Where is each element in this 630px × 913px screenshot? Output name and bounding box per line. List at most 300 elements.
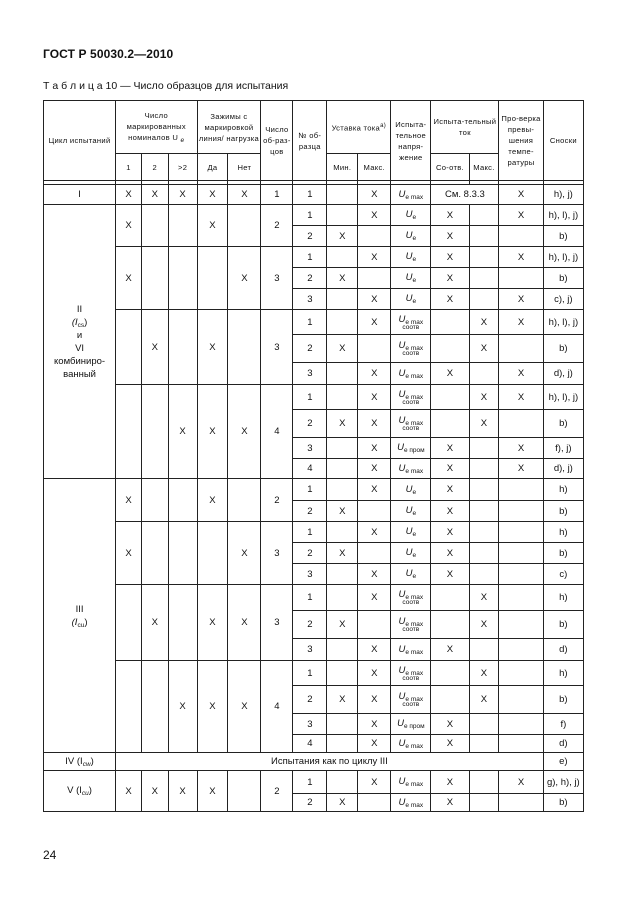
cycle-label: IV $(I_{cw})$ <box>44 753 116 771</box>
table-cell <box>431 310 469 335</box>
table-cell <box>469 522 499 543</box>
table-cell: $U_e$ <box>391 479 431 501</box>
table-cell: b) <box>543 335 583 363</box>
table-cell <box>499 268 543 289</box>
table-cell <box>327 310 358 335</box>
table-cell: X <box>358 247 391 268</box>
table-cell: X <box>431 226 469 247</box>
table-cell: X <box>358 564 391 585</box>
table-cell <box>168 585 197 661</box>
table-cell: X <box>469 585 499 611</box>
table-cell: 3 <box>261 310 293 385</box>
table-cell: X <box>469 661 499 686</box>
table-cell: X <box>327 501 358 522</box>
col-setting-header: Уставка тока$^{а)}$ <box>327 101 391 154</box>
table-cell <box>358 501 391 522</box>
table-cell <box>327 205 358 226</box>
table-cell: X <box>116 771 142 812</box>
table-cell <box>116 585 142 661</box>
table-cell: X <box>327 611 358 639</box>
table-cell: X <box>327 335 358 363</box>
table-cell: 2 <box>261 479 293 522</box>
table-cell <box>116 385 142 479</box>
table-cell <box>197 522 228 585</box>
table-cell: 3 <box>293 438 327 459</box>
table-cell: X <box>431 735 469 753</box>
samples-table <box>43 100 584 812</box>
table-cell: X <box>327 686 358 714</box>
table-cell: $U_e$ <box>391 226 431 247</box>
table-cell: X <box>469 385 499 410</box>
table-cell: X <box>358 661 391 686</box>
table-cell: X <box>431 771 469 794</box>
table-cell: См. 8.3.3 <box>431 185 499 205</box>
table-row <box>44 585 584 611</box>
table-cell: X <box>197 385 228 479</box>
col-current-header: Испыта-тельный ток <box>431 101 499 154</box>
table-cell: $U_{e max}$ соотв <box>391 385 431 410</box>
table-row <box>44 479 584 501</box>
table-cell <box>141 522 168 585</box>
table-cell: X <box>116 205 142 247</box>
table-cell: X <box>431 459 469 479</box>
table-cell: 2 <box>293 686 327 714</box>
table-cell: b) <box>543 686 583 714</box>
table-cell: $U_e$ <box>391 289 431 310</box>
table-cell <box>327 459 358 479</box>
table-cell: X <box>358 205 391 226</box>
table-cell: X <box>358 310 391 335</box>
table-cell <box>431 611 469 639</box>
col-coord: Со-отв. <box>431 154 469 181</box>
table-cell: X <box>358 735 391 753</box>
table-cell: $U_e$ <box>391 543 431 564</box>
table-cell: 1 <box>293 479 327 501</box>
table-cell <box>116 661 142 753</box>
table-cell: b) <box>543 543 583 564</box>
table-cell: X <box>431 501 469 522</box>
table-cell: b) <box>543 226 583 247</box>
table-cell: 1 <box>261 185 293 205</box>
table-cell: X <box>358 410 391 438</box>
col-voltage-header: Испыта-тельное напря-жение <box>391 101 431 181</box>
col-temp-header: Про-верка превы-шения темпе-ратуры <box>499 101 543 181</box>
table-cell <box>141 247 168 310</box>
col-terminals-header: Зажимы с маркировкой линия/ нагрузка <box>197 101 261 154</box>
table-cell: g), h), j) <box>543 771 583 794</box>
table-cell: X <box>116 522 142 585</box>
table-cell: X <box>116 479 142 522</box>
table-cell <box>431 410 469 438</box>
table-cell: X <box>431 564 469 585</box>
table-cell: 3 <box>293 363 327 385</box>
table-cell: X <box>499 185 543 205</box>
table-cell <box>431 335 469 363</box>
col-marked-header: Число маркированных номиналов U e <box>116 101 197 154</box>
table-cell: 1 <box>293 771 327 794</box>
table-cell: 2 <box>261 771 293 812</box>
table-cell: X <box>228 247 261 310</box>
table-cell: X <box>358 385 391 410</box>
table-cell <box>499 611 543 639</box>
table-cell <box>499 522 543 543</box>
table-cell: X <box>228 522 261 585</box>
table-cell: X <box>358 771 391 794</box>
table-cell <box>141 479 168 522</box>
table-cell: X <box>228 385 261 479</box>
table-cell: X <box>499 205 543 226</box>
table-cell <box>469 459 499 479</box>
table-cell: 1 <box>293 185 327 205</box>
table-cell: 2 <box>293 794 327 812</box>
table-cell: X <box>469 335 499 363</box>
table-cell <box>499 735 543 753</box>
table-cell: $U_{e max}$ соотв <box>391 585 431 611</box>
table-cell: $U_{e max}$ соотв <box>391 686 431 714</box>
table-cell <box>469 564 499 585</box>
table-cell: d) <box>543 735 583 753</box>
table-row <box>44 385 584 410</box>
table-cell: X <box>327 543 358 564</box>
table-cell: X <box>197 185 228 205</box>
table-cell: X <box>431 522 469 543</box>
table-cell: X <box>431 247 469 268</box>
table-cell: d) <box>543 639 583 661</box>
table-cell <box>469 501 499 522</box>
table-cell: c) <box>543 564 583 585</box>
table-cell <box>499 335 543 363</box>
table-cell <box>469 479 499 501</box>
table-cell: 4 <box>293 735 327 753</box>
table-cell: X <box>469 310 499 335</box>
table-cell: h) <box>543 661 583 686</box>
table-cell: f), j) <box>543 438 583 459</box>
table-cell: e) <box>543 753 583 771</box>
table-cell: X <box>469 686 499 714</box>
col-num-header: № об-разца <box>293 101 327 181</box>
table-cell <box>327 564 358 585</box>
table-cell: h), j) <box>543 185 583 205</box>
table-cell: X <box>358 714 391 735</box>
table-cell: X <box>431 289 469 310</box>
cycle-label: III $(I_{cu})$ <box>44 479 116 753</box>
table-cell: X <box>197 771 228 812</box>
cycle-iv-text: Испытания как по циклу III <box>116 753 544 771</box>
table-cell: $U_{e max}$ соотв <box>391 611 431 639</box>
table-cell: X <box>358 585 391 611</box>
table-cell: X <box>499 289 543 310</box>
table-cell <box>327 289 358 310</box>
table-cell: $U_{e max}$ соотв <box>391 410 431 438</box>
table-cell: X <box>116 247 142 310</box>
table-cell <box>358 794 391 812</box>
table-cell <box>431 661 469 686</box>
table-cell: X <box>499 459 543 479</box>
table-cell: 2 <box>293 501 327 522</box>
col-max: Макс. <box>358 154 391 181</box>
col-m3: >2 <box>168 154 197 181</box>
table-row <box>44 247 584 268</box>
table-cell <box>358 335 391 363</box>
table-cell: X <box>358 522 391 543</box>
table-cell: X <box>141 310 168 385</box>
table-cell: X <box>197 205 228 247</box>
table-cell: b) <box>543 794 583 812</box>
table-cell: 1 <box>293 585 327 611</box>
table-cell <box>469 771 499 794</box>
table-cell <box>469 794 499 812</box>
table-cell: 2 <box>261 205 293 247</box>
table-cell <box>141 385 168 479</box>
table-cell: 1 <box>293 310 327 335</box>
table-cell: c), j) <box>543 289 583 310</box>
table-cell: X <box>469 611 499 639</box>
table-cell: f) <box>543 714 583 735</box>
table-cell <box>327 522 358 543</box>
table-cell: X <box>228 585 261 661</box>
table-cell <box>141 661 168 753</box>
table-cell: X <box>431 438 469 459</box>
table-cell <box>358 226 391 247</box>
table-cell: $U_{e max}$ <box>391 185 431 205</box>
table-cell: X <box>327 226 358 247</box>
table-cell: $U_{e пром}$ <box>391 438 431 459</box>
table-cell: h), l), j) <box>543 205 583 226</box>
table-cell <box>431 585 469 611</box>
table-cell <box>469 543 499 564</box>
table-cell: X <box>197 661 228 753</box>
document-code: ГОСТ Р 50030.2—2010 <box>43 47 174 61</box>
table-cell: $U_e$ <box>391 564 431 585</box>
table-cell: 3 <box>261 247 293 310</box>
table-cell: X <box>431 205 469 226</box>
table-cell <box>499 794 543 812</box>
table-cell: X <box>116 185 142 205</box>
table-cell: $U_{e max}$ соотв <box>391 310 431 335</box>
table-cell: X <box>431 794 469 812</box>
table-cell <box>327 385 358 410</box>
table-cell: X <box>499 310 543 335</box>
table-cell: $U_{e max}$ соотв <box>391 661 431 686</box>
table-cell <box>469 247 499 268</box>
table-cell <box>116 310 142 385</box>
table-cell: 2 <box>293 268 327 289</box>
header-row-1 <box>44 101 584 154</box>
table-cell: 4 <box>261 661 293 753</box>
table-cell: 2 <box>293 543 327 564</box>
table-cell: 3 <box>293 289 327 310</box>
table-cell <box>228 205 261 247</box>
table-cell: 3 <box>261 585 293 661</box>
table-cell <box>327 585 358 611</box>
table-cell <box>358 611 391 639</box>
table-cell: X <box>228 185 261 205</box>
table-cell: X <box>499 771 543 794</box>
table-cell <box>469 289 499 310</box>
table-cell <box>228 479 261 522</box>
table-cell: X <box>327 794 358 812</box>
table-cell <box>358 268 391 289</box>
table-cell: X <box>358 459 391 479</box>
table-cell <box>499 639 543 661</box>
table-cell: X <box>168 771 197 812</box>
table-cell <box>327 714 358 735</box>
table-cell <box>327 735 358 753</box>
table-cell <box>499 714 543 735</box>
table-cell <box>469 363 499 385</box>
table-cell: X <box>499 385 543 410</box>
table-cell: 1 <box>293 385 327 410</box>
table-cell <box>499 501 543 522</box>
table-cell <box>499 686 543 714</box>
table-cell: 3 <box>293 714 327 735</box>
table-row <box>44 205 584 226</box>
table-cell: X <box>327 410 358 438</box>
table-cell <box>327 639 358 661</box>
table-cell: X <box>358 185 391 205</box>
table-cell: 2 <box>293 335 327 363</box>
table-cell: X <box>431 268 469 289</box>
table-cell: $U_e$ <box>391 268 431 289</box>
table-cell: X <box>499 438 543 459</box>
table-row <box>44 310 584 335</box>
table-cell: X <box>141 185 168 205</box>
col-cycle-header: Цикл испытаний <box>44 101 116 181</box>
table-cell: X <box>141 585 168 661</box>
table-row <box>44 522 584 543</box>
table-cell: X <box>431 714 469 735</box>
table-cell: $U_{e max}$ <box>391 639 431 661</box>
table-cell: X <box>431 479 469 501</box>
table-cell: X <box>168 185 197 205</box>
table-cell: X <box>358 639 391 661</box>
table-cell: X <box>358 363 391 385</box>
table-cell <box>168 205 197 247</box>
table-cell: X <box>168 661 197 753</box>
table-cell: X <box>469 410 499 438</box>
table-cell: 1 <box>293 522 327 543</box>
table-cell <box>327 661 358 686</box>
table-cell <box>168 522 197 585</box>
table-cell <box>499 564 543 585</box>
table-cell <box>469 268 499 289</box>
table-cell: $U_e$ <box>391 522 431 543</box>
table-cell: X <box>228 661 261 753</box>
table-cell: d), j) <box>543 363 583 385</box>
table-cell: X <box>141 771 168 812</box>
cycle-label: II $(I_{cs})$ и VI комбиниро-ванный <box>44 205 116 479</box>
table-cell: X <box>431 543 469 564</box>
table-cell <box>327 185 358 205</box>
table-cell <box>431 385 469 410</box>
table-cell <box>168 247 197 310</box>
table-cell: $U_e$ <box>391 205 431 226</box>
table-cell: 1 <box>293 661 327 686</box>
table-cell: X <box>431 363 469 385</box>
table-cell: X <box>327 268 358 289</box>
table-cell: 2 <box>293 611 327 639</box>
table-cell: h) <box>543 479 583 501</box>
table-cell <box>197 247 228 310</box>
table-row <box>44 753 584 771</box>
table-cell <box>141 205 168 247</box>
col-cmax: Макс. <box>469 154 499 181</box>
table-row <box>44 661 584 686</box>
table-cell: X <box>358 438 391 459</box>
table-cell: $U_{e пром}$ <box>391 714 431 735</box>
table-cell: 4 <box>261 385 293 479</box>
table-cell: h), l), j) <box>543 247 583 268</box>
col-m2: 2 <box>141 154 168 181</box>
table-row <box>44 185 584 205</box>
table-cell: $U_e$ <box>391 501 431 522</box>
table-cell: $U_e$ <box>391 247 431 268</box>
table-cell: 1 <box>293 205 327 226</box>
table-cell: 2 <box>293 410 327 438</box>
table-row <box>44 771 584 794</box>
table-cell: X <box>197 310 228 385</box>
table-cell: $U_{e max}$ соотв <box>391 335 431 363</box>
table-cell <box>469 226 499 247</box>
table-cell: h) <box>543 585 583 611</box>
table-cell <box>469 205 499 226</box>
table-cell <box>327 438 358 459</box>
table-cell <box>469 714 499 735</box>
table-cell: X <box>358 686 391 714</box>
table-cell: X <box>197 585 228 661</box>
cycle-label: I <box>44 185 116 205</box>
table-cell <box>358 543 391 564</box>
table-cell: 4 <box>293 459 327 479</box>
table-cell <box>499 543 543 564</box>
col-count-header: Число об-раз-цов <box>261 101 293 181</box>
table-cell: $U_{e max}$ <box>391 771 431 794</box>
table-cell <box>168 479 197 522</box>
table-cell <box>228 310 261 385</box>
table-cell <box>469 438 499 459</box>
table-cell <box>469 639 499 661</box>
table-cell: 3 <box>293 564 327 585</box>
table-cell <box>327 479 358 501</box>
col-m1: 1 <box>116 154 142 181</box>
table-cell <box>327 771 358 794</box>
table-cell <box>327 247 358 268</box>
table-cell: $U_{e max}$ <box>391 735 431 753</box>
table-cell <box>431 686 469 714</box>
table-cell: 3 <box>293 639 327 661</box>
col-t-yes: Да <box>197 154 228 181</box>
table-cell: $U_{e max}$ <box>391 363 431 385</box>
table-cell: b) <box>543 410 583 438</box>
table-cell: 1 <box>293 247 327 268</box>
table-cell: X <box>431 639 469 661</box>
table-cell <box>327 363 358 385</box>
table-cell <box>499 479 543 501</box>
table-cell: X <box>168 385 197 479</box>
table-cell: X <box>499 363 543 385</box>
table-cell: h), l), j) <box>543 310 583 335</box>
table-cell: b) <box>543 611 583 639</box>
table-cell: $U_{e max}$ <box>391 794 431 812</box>
table-cell: b) <box>543 501 583 522</box>
col-t-no: Нет <box>228 154 261 181</box>
table-cell: X <box>197 479 228 522</box>
cycle-label: V $(I_{cu})$ <box>44 771 116 812</box>
table-cell: 3 <box>261 522 293 585</box>
table-cell: $U_{e max}$ <box>391 459 431 479</box>
table-cell: 2 <box>293 226 327 247</box>
table-cell <box>228 771 261 812</box>
